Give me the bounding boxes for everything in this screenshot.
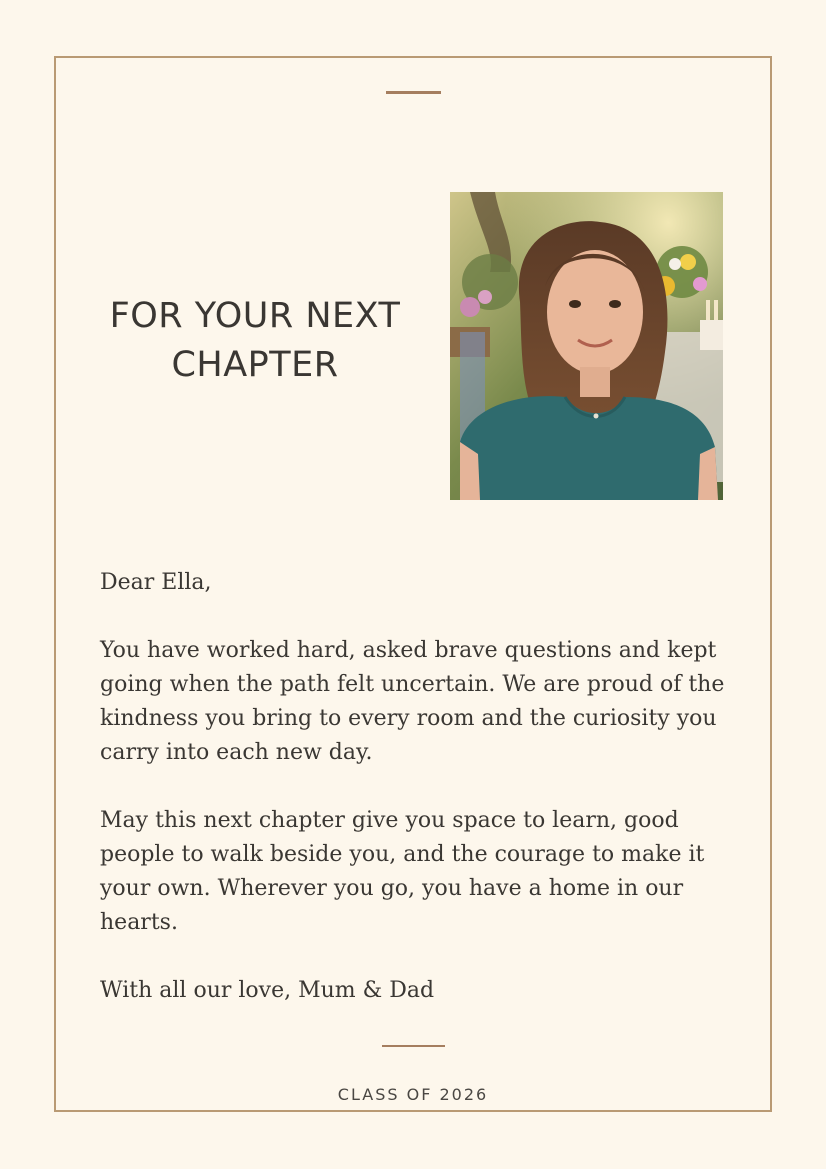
class-year-footer: CLASS OF 2026	[337, 1085, 489, 1104]
top-accent-rule	[386, 91, 441, 94]
letter-signoff: With all our love, Mum & Dad	[100, 978, 435, 1003]
letter-body	[100, 566, 740, 1008]
letter-greeting: Dear Ella,	[100, 570, 212, 595]
letter-paragraph-1: You have worked hard, asked brave questions and kept going when the path felt uncertain. We are proud of the kindness you bring to every room and the curiosity you carry into each new day.	[100, 638, 725, 765]
graduate-portrait-photo	[450, 192, 723, 500]
letter-paragraph-2: May this next chapter give you space to learn, good people to walk beside you, and the courage to make it your own. Wherever you go, you have a home in our hearts.	[100, 808, 705, 935]
bottom-accent-rule	[382, 1045, 445, 1047]
card-headline: FOR YOUR NEXT CHAPTER	[109, 296, 401, 385]
